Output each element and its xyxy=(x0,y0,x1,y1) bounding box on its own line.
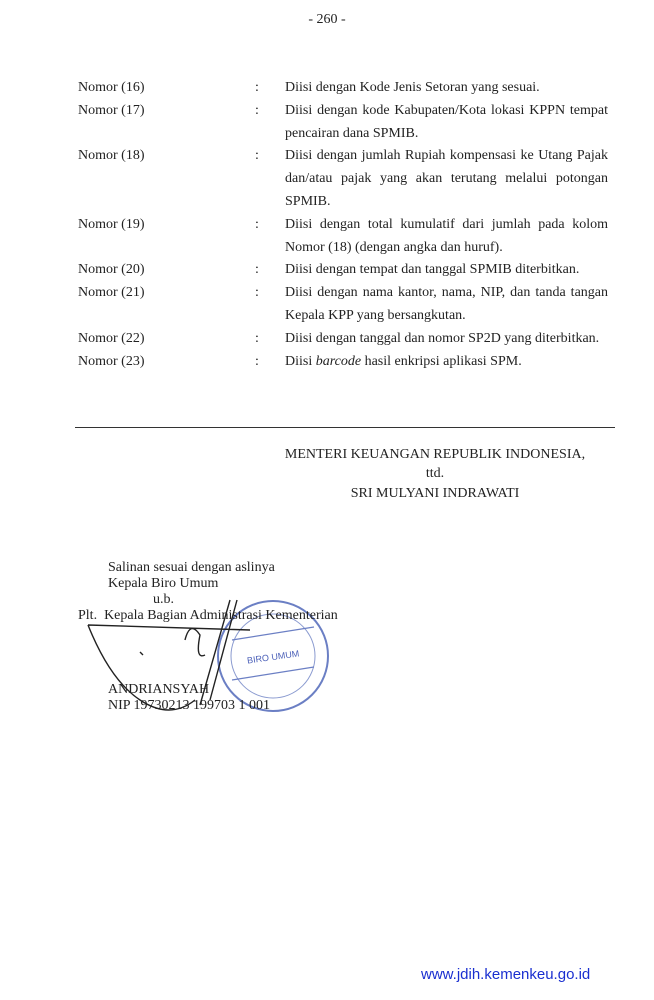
item-label: Nomor (22) xyxy=(78,330,145,346)
desc-text: Diisi xyxy=(285,353,316,369)
copy-line: u.b. xyxy=(153,592,174,607)
desc-italic: barcode xyxy=(315,353,362,369)
item-label: Nomor (21) xyxy=(78,285,145,301)
copy-line: Salinan sesuai dengan aslinya xyxy=(108,560,275,575)
colon: : xyxy=(255,80,259,95)
item-description: Diisi dengan kode Kabupaten/Kota lokasi KPPN tempat pencairan dana SPMIB. xyxy=(285,102,608,141)
colon: : xyxy=(255,330,259,346)
item-label: Nomor (16) xyxy=(78,80,145,95)
colon: : xyxy=(255,216,259,232)
ttd: ttd. xyxy=(425,466,445,481)
colon: : xyxy=(255,262,259,278)
colon: : xyxy=(255,285,259,301)
minister-title: MENTERI KEUANGAN REPUBLIK INDONESIA, xyxy=(284,447,586,462)
page-number: - 260 - xyxy=(308,12,346,27)
item-label: Nomor (17) xyxy=(78,102,145,118)
item-label: Nomor (23) xyxy=(78,353,145,369)
item-description: Diisi dengan jumlah Rupiah kompensasi ke Utang Pajak dan/atau pajak yang akan terutang melalui potongan SPMIB. xyxy=(285,148,608,209)
colon: : xyxy=(255,102,259,118)
colon: : xyxy=(255,148,259,164)
jdih-link[interactable]: www.jdih.kemenkeu.go.id xyxy=(421,966,591,983)
item-description: Diisi dengan tanggal dan nomor SP2D yang diterbitkan. xyxy=(285,330,600,346)
item-description: Diisi dengan nama kantor, nama, NIP, dan tanda tangan Kepala KPP yang bersangkutan. xyxy=(285,285,608,323)
item-label: Nomor (19) xyxy=(78,216,145,232)
official-nip: NIP 19730213 199703 1 001 xyxy=(108,698,271,713)
certified-copy-block xyxy=(78,560,338,714)
colon: : xyxy=(255,353,259,369)
copy-line: Plt. Kepala Bagian Administrasi Kementerian xyxy=(78,608,338,623)
official-name: ANDRIANSYAH xyxy=(108,682,210,697)
item-description: Diisi dengan Kode Jenis Setoran yang sesuai. xyxy=(285,80,540,95)
item-label: Nomor (20) xyxy=(78,262,145,278)
item-label: Nomor (18) xyxy=(78,148,145,164)
copy-line: Kepala Biro Umum xyxy=(108,576,219,591)
desc-text: hasil enkripsi aplikasi SPM. xyxy=(361,353,522,369)
stamp-text: BIRO UMUM xyxy=(246,648,300,666)
item-description: Diisi dengan total kumulatif dari jumlah pada kolom Nomor (18) (dengan angka dan huruf). xyxy=(285,216,608,255)
item-description: Diisi dengan tempat dan tanggal SPMIB diterbitkan. xyxy=(285,262,580,278)
minister-name: SRI MULYANI INDRAWATI xyxy=(350,486,520,501)
